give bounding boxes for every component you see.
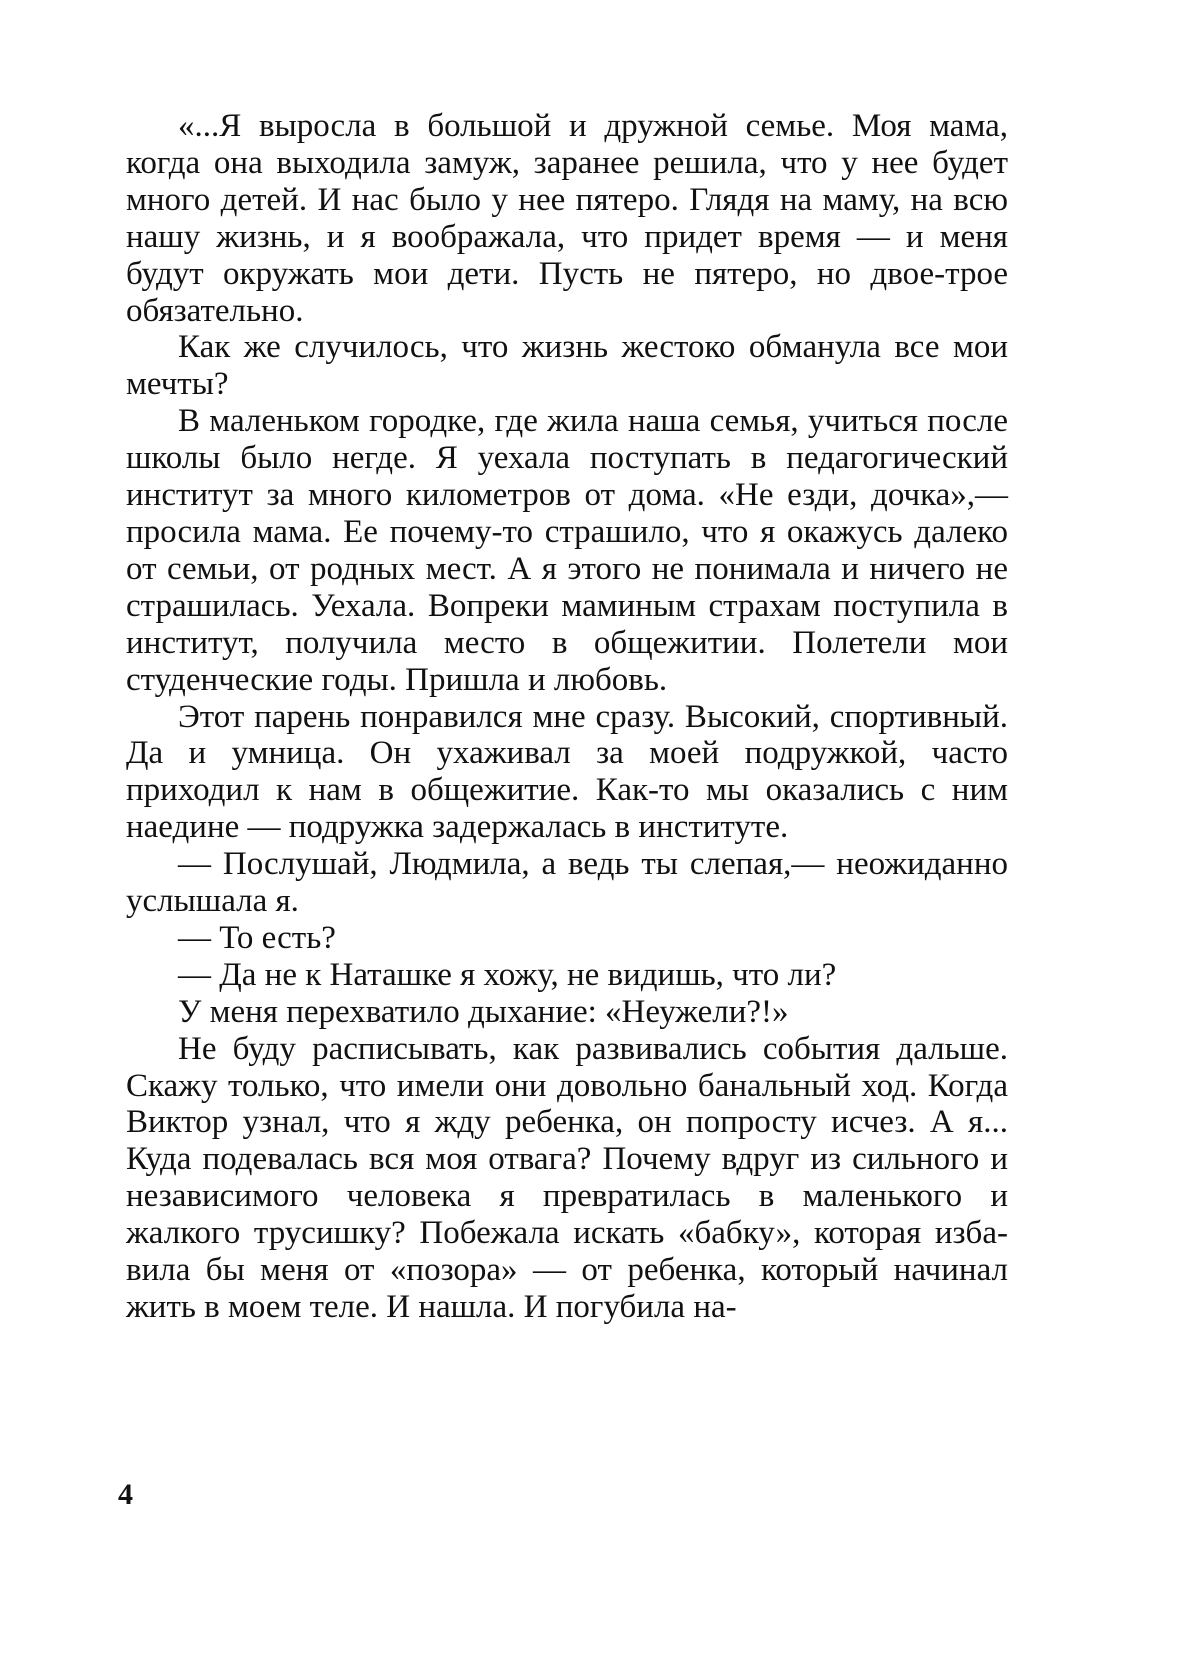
paragraph: Не буду расписывать, как развивались события дальше. Скажу только, что имели они довольно банальный ход. Когда Виктор узнал, что я жду ребенка, он попросту исчез. А я... Куда подевалась вся моя отвага? Почему вдруг из сильного и независимого человека я превратилась в маленького и жалкого трусишку? Побежала искать «бабку», которая избавила бы меня от «позора» — от ребенка, который начинал жить в моем теле. И нашла. И погубила на- [126,1030,1008,1325]
dialogue-line: — Послушай, Людмила, а ведь ты слепая,— неожиданно услышала я. [126,846,1008,920]
page-number: 4 [118,1478,133,1511]
page-body [126,108,1008,1326]
paragraph: «...Я выросла в большой и дружной семье. Моя мама, когда она выходила замуж, заранее решила, что у нее будет много детей. И нас было у нее пятеро. Глядя на маму, на всю нашу жизнь, и я воображала, что придет время — и меня будут окружать мои дети. Пусть не пятеро, но двое-трое обязательно. [126,108,1008,329]
paragraph: В маленьком городке, где жила наша семья, учиться после школы было негде. Я уехала поступать в педагогический институт за много километров от дома. «Не езди, дочка»,— просила мама. Ее почему-то страшило, что я окажусь далеко от семьи, от родных мест. А я этого не понимала и ничего не страшилась. Уехала. Вопреки маминым страхам поступила в институт, получила место в общежитии. Полетели мои студенческие годы. Пришла и любовь. [126,403,1008,698]
paragraph: Как же случилось, что жизнь жестоко обманула все мои мечты? [126,329,1008,403]
dialogue-line: — То есть? [178,919,336,956]
paragraph: Этот парень понравился мне сразу. Высокий, спортивный. Да и умница. Он ухаживал за моей подружкой, часто приходил к нам в общежитие. Как-то мы оказались с ним наедине — подружка задержалась в институте. [126,698,1008,846]
paragraph: У меня перехватило дыхание: «Неужели?!» [178,993,789,1030]
dialogue-line: — Да не к Наташке я хожу, не видишь, что ли? [178,956,837,993]
